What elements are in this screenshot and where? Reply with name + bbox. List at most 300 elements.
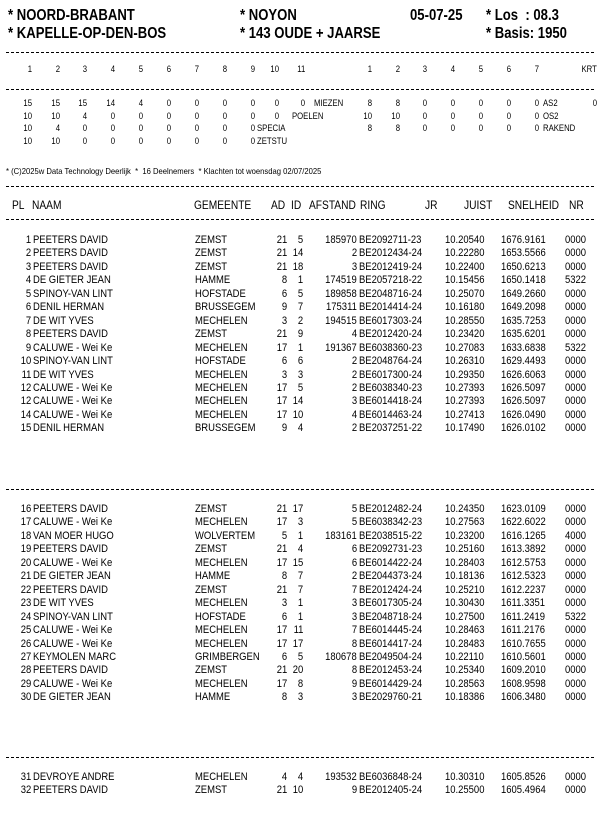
id-cell: 5	[297, 234, 303, 246]
ad-cell: 17	[276, 341, 287, 354]
prize-cell: 0	[222, 135, 227, 146]
juist-cell: 10.30310	[445, 771, 485, 783]
pl-cell: 29	[20, 677, 31, 690]
prize-cell: 0	[194, 98, 199, 108]
pl-cell: 3	[25, 260, 31, 273]
naam-cell: CALUWE - Wei Ke	[33, 341, 113, 354]
snelheid-cell: 1613.3892	[501, 543, 546, 556]
ad-cell: 8	[281, 691, 287, 704]
naam-cell: SPINOY-VAN LINT	[33, 287, 113, 300]
juist-cell: 10.27413	[445, 408, 485, 421]
snelheid-cell: 1611.3351	[501, 597, 546, 610]
ad-cell: 17	[276, 677, 287, 690]
afstand-cell: 9	[351, 677, 357, 690]
gemeente-cell: ZEMST	[195, 784, 228, 797]
city-line: * KAPELLE-OP-DEN-BOS	[8, 25, 167, 42]
naam-cell: DENIL HERMAN	[33, 422, 105, 435]
pl-cell: 11	[21, 368, 31, 381]
gemeente-cell: MECHELEN	[195, 314, 248, 327]
pl-cell: 27	[20, 650, 31, 663]
snelheid-cell: 1635.7253	[501, 314, 546, 327]
prize-cell: 0	[166, 110, 171, 121]
ad-cell: 8	[281, 274, 287, 287]
gemeente-cell: ZEMST	[195, 247, 228, 260]
prize-cell: 10	[363, 110, 372, 121]
prize-col-header: 10	[270, 64, 279, 74]
prize-cell: 10	[51, 135, 60, 146]
gemeente-cell: MECHELEN	[195, 408, 248, 421]
pl-cell: 7	[25, 314, 31, 327]
snelheid-cell: 1649.2660	[501, 287, 546, 300]
naam-cell: DE GIETER JEAN	[33, 570, 111, 583]
ad-cell: 6	[281, 610, 287, 623]
ring-cell: BE2049504-24	[359, 650, 423, 663]
juist-cell: 10.30430	[445, 597, 485, 610]
prize-col-header: 8	[222, 64, 227, 74]
ring-cell: BE2048718-24	[359, 610, 423, 623]
id-cell: 1	[297, 274, 303, 287]
ad-cell: 6	[281, 355, 287, 368]
prize-category: OS2	[543, 110, 559, 121]
id-cell: 1	[297, 610, 303, 623]
snelheid-cell: 1626.5097	[501, 395, 546, 408]
juist-cell: 10.25340	[445, 664, 485, 677]
prize-col-header: 5	[478, 64, 483, 74]
prize-cell: 0	[506, 123, 511, 133]
nr-cell: 0000	[565, 395, 587, 408]
juist-cell: 10.25070	[445, 287, 485, 300]
col-ad: AD	[271, 198, 286, 212]
prize-col-header: 7	[534, 64, 539, 74]
juist-cell: 10.25160	[445, 543, 485, 556]
prize-cell: 15	[78, 98, 87, 108]
ad-cell: 21	[276, 247, 287, 260]
juist-cell: 10.23200	[445, 529, 485, 542]
prize-cell: 0	[250, 98, 255, 108]
col-gemeente: GEMEENTE	[194, 198, 252, 212]
prize-cell: 0	[300, 98, 305, 108]
col-jr: JR	[425, 198, 438, 212]
nr-cell: 4000	[565, 529, 587, 542]
prize-category: SPECIA	[257, 123, 286, 133]
prize-col-header: 5	[138, 64, 143, 74]
nr-cell: 0000	[565, 503, 587, 515]
ring-cell: BE6038342-23	[359, 516, 423, 529]
id-cell: 5	[297, 650, 303, 663]
pl-cell: 30	[20, 691, 31, 704]
naam-cell: DENIL HERMAN	[33, 301, 105, 314]
prize-cell: 0	[82, 135, 87, 146]
nr-cell: 0000	[565, 624, 587, 637]
gemeente-cell: MECHELEN	[195, 395, 248, 408]
divider	[6, 219, 594, 220]
prize-cell: 0	[478, 123, 483, 133]
prize-cell: 0	[110, 123, 115, 133]
ad-cell: 17	[276, 556, 287, 569]
naam-cell: PEETERS DAVID	[33, 328, 109, 341]
afstand-cell: 3	[351, 260, 357, 273]
divider	[6, 186, 594, 187]
prize-col-header: 7	[194, 64, 199, 74]
nr-cell: 0000	[565, 260, 587, 273]
id-cell: 8	[297, 677, 303, 690]
ring-cell: BE2044373-24	[359, 570, 423, 583]
gemeente-cell: ZEMST	[195, 543, 228, 556]
afstand-cell: 191367	[325, 341, 357, 354]
afstand-cell: 183161	[325, 529, 357, 542]
ad-cell: 9	[281, 422, 287, 435]
snelheid-cell: 1605.8526	[501, 771, 546, 783]
pl-cell: 10	[20, 355, 31, 368]
ad-cell: 17	[276, 637, 287, 650]
id-cell: 7	[297, 570, 303, 583]
pl-cell: 24	[20, 610, 31, 623]
naam-cell: CALUWE - Wei Ke	[33, 624, 113, 637]
nr-cell: 0000	[565, 543, 587, 556]
naam-cell: CALUWE - Wei Ke	[33, 381, 113, 394]
juist-cell: 10.16180	[445, 301, 485, 314]
prize-cell: 0	[250, 135, 255, 146]
pl-cell: 9	[25, 341, 31, 354]
divider	[6, 757, 594, 758]
nr-cell: 0000	[565, 368, 587, 381]
snelheid-cell: 1609.2010	[501, 664, 546, 677]
release-location: * NOYON	[240, 7, 297, 24]
snelheid-cell: 1650.1418	[501, 274, 546, 287]
naam-cell: DE WIT YVES	[33, 368, 94, 381]
snelheid-cell: 1605.4964	[501, 784, 546, 797]
prize-cell: 0	[138, 135, 143, 146]
ring-cell: BE2057218-22	[359, 274, 423, 287]
prize-cell: 0	[166, 123, 171, 133]
naam-cell: PEETERS DAVID	[33, 664, 109, 677]
afstand-cell: 8	[351, 637, 357, 650]
snelheid-cell: 1650.6213	[501, 260, 546, 273]
juist-cell: 10.27393	[445, 381, 485, 394]
prize-cell: 8	[367, 98, 372, 108]
ring-cell: BE2038515-22	[359, 529, 423, 542]
afstand-cell: 7	[351, 583, 357, 596]
ad-cell: 17	[276, 624, 287, 637]
ring-cell: BE6014445-24	[359, 624, 423, 637]
ad-cell: 17	[276, 408, 287, 421]
pl-cell: 16	[20, 503, 31, 515]
gemeente-cell: ZEMST	[195, 328, 228, 341]
juist-cell: 10.28483	[445, 637, 485, 650]
id-cell: 11	[293, 624, 303, 637]
ad-cell: 17	[276, 395, 287, 408]
col-juist: JUIST	[464, 198, 493, 212]
juist-cell: 10.22110	[445, 650, 484, 663]
prize-cell: 4	[82, 110, 87, 121]
nr-cell: 0000	[565, 637, 587, 650]
ring-cell: BE6014422-24	[359, 556, 423, 569]
afstand-cell: 8	[351, 664, 357, 677]
afstand-cell: 2	[351, 368, 357, 381]
prize-col-header: 3	[82, 64, 87, 74]
naam-cell: PEETERS DAVID	[33, 234, 109, 246]
gemeente-cell: MECHELEN	[195, 771, 248, 783]
nr-cell: 0000	[565, 516, 587, 529]
ring-cell: BE6014418-24	[359, 395, 423, 408]
id-cell: 6	[297, 355, 303, 368]
prize-cell: 15	[51, 98, 60, 108]
afstand-cell: 5	[351, 503, 357, 515]
prize-category: ZETSTU	[257, 135, 288, 146]
afstand-cell: 193532	[325, 771, 357, 783]
gemeente-cell: HOFSTADE	[195, 355, 246, 368]
pl-cell: 28	[20, 664, 31, 677]
pl-cell: 14	[20, 408, 31, 421]
naam-cell: DE WIT YVES	[33, 597, 94, 610]
id-cell: 10	[292, 784, 303, 797]
prize-cell: 15	[23, 98, 32, 108]
prize-col-header: 9	[250, 64, 255, 74]
nr-cell: 0000	[565, 328, 587, 341]
afstand-cell: 6	[351, 543, 357, 556]
naam-cell: CALUWE - Wei Ke	[33, 556, 113, 569]
prize-cell: 10	[23, 110, 32, 121]
ring-cell: BE2037251-22	[359, 422, 423, 435]
gemeente-cell: ZEMST	[195, 260, 228, 273]
prize-col-header: 1	[27, 64, 32, 74]
id-cell: 5	[297, 287, 303, 300]
nr-cell: 0000	[565, 287, 587, 300]
prize-cell: 0	[222, 110, 227, 121]
pl-cell: 5	[25, 287, 31, 300]
id-cell: 1	[297, 529, 303, 542]
prize-cell: 0	[222, 98, 227, 108]
id-cell: 3	[297, 368, 303, 381]
juist-cell: 10.28550	[445, 314, 485, 327]
pl-cell: 26	[20, 637, 31, 650]
region-line: * NOORD-BRABANT	[8, 7, 135, 24]
ad-cell: 21	[276, 503, 287, 515]
prize-cell: 0	[534, 123, 539, 133]
gemeente-cell: ZEMST	[195, 503, 228, 515]
ring-cell: BE2048716-24	[359, 287, 423, 300]
juist-cell: 10.22400	[445, 260, 485, 273]
pl-cell: 32	[20, 784, 31, 797]
prize-cell: 0	[478, 110, 483, 121]
gemeente-cell: MECHELEN	[195, 677, 248, 690]
ad-cell: 17	[276, 381, 287, 394]
prize-cell: 0	[534, 98, 539, 108]
pl-cell: 21	[20, 570, 31, 583]
prize-cell: 0	[450, 110, 455, 121]
id-cell: 4	[297, 422, 303, 435]
pl-cell: 6	[25, 301, 31, 314]
juist-cell: 10.27393	[445, 395, 485, 408]
col-ring: RING	[360, 198, 386, 212]
juist-cell: 10.23420	[445, 328, 485, 341]
afstand-cell: 2	[351, 247, 357, 260]
ring-cell: BE2012482-24	[359, 503, 423, 515]
prize-cell: 0	[194, 135, 199, 146]
pl-cell: 23	[20, 597, 31, 610]
gemeente-cell: MECHELEN	[195, 637, 248, 650]
snelheid-cell: 1635.6201	[501, 328, 546, 341]
id-cell: 7	[297, 583, 303, 596]
prize-cell: 0	[592, 98, 597, 108]
juist-cell: 10.28563	[445, 677, 485, 690]
nr-cell: 0000	[565, 583, 587, 596]
naam-cell: CALUWE - Wei Ke	[33, 516, 113, 529]
ad-cell: 3	[281, 368, 287, 381]
ring-cell: BE6014429-24	[359, 677, 423, 690]
naam-cell: CALUWE - Wei Ke	[33, 677, 113, 690]
pl-cell: 20	[20, 556, 31, 569]
nr-cell: 0000	[565, 301, 587, 314]
id-cell: 17	[292, 503, 303, 515]
nr-cell: 0000	[565, 556, 587, 569]
prize-cell: 0	[450, 123, 455, 133]
results-header	[0, 198, 600, 211]
juist-cell: 10.17490	[445, 422, 485, 435]
prize-cell: 0	[250, 110, 255, 121]
ring-cell: BE6017303-24	[359, 314, 423, 327]
pl-cell: 15	[20, 422, 31, 435]
naam-cell: KEYMOLEN MARC	[33, 650, 117, 663]
prize-col-header: 3	[422, 64, 427, 74]
id-cell: 14	[292, 247, 303, 260]
naam-cell: PEETERS DAVID	[33, 784, 109, 797]
prize-cell: 10	[51, 110, 60, 121]
gemeente-cell: MECHELEN	[195, 597, 248, 610]
naam-cell: DE WIT YVES	[33, 314, 94, 327]
ad-cell: 17	[276, 516, 287, 529]
prize-cell: 0	[274, 110, 279, 121]
ring-cell: BE6038340-23	[359, 381, 423, 394]
prize-cell: 0	[166, 135, 171, 146]
snelheid-cell: 1611.2419	[501, 610, 546, 623]
prize-cell: 0	[110, 110, 115, 121]
ad-cell: 3	[281, 597, 287, 610]
divider	[6, 52, 594, 53]
snelheid-cell: 1610.5601	[501, 650, 546, 663]
ad-cell: 5	[281, 529, 287, 542]
afstand-cell: 3	[351, 610, 357, 623]
nr-cell: 5322	[565, 274, 587, 287]
prize-cell: 0	[194, 123, 199, 133]
col-naam: NAAM	[32, 198, 62, 212]
pl-cell: 19	[20, 543, 31, 556]
prize-cell: 14	[106, 98, 115, 108]
afstand-cell: 2	[351, 422, 357, 435]
prize-cell: 0	[250, 123, 255, 133]
snelheid-cell: 1616.1265	[501, 529, 546, 542]
ring-cell: BE2092711-23	[359, 234, 422, 246]
snelheid-cell: 1676.9161	[501, 234, 546, 246]
gemeente-cell: MECHELEN	[195, 516, 248, 529]
snelheid-cell: 1622.6022	[501, 516, 546, 529]
ring-cell: BE2014414-24	[359, 301, 423, 314]
release-time: * Los : 08.3	[486, 7, 559, 24]
ring-cell: BE2012453-24	[359, 664, 423, 677]
snelheid-cell: 1606.3480	[501, 691, 546, 704]
prize-col-krt: KRT	[581, 64, 597, 74]
nr-cell: 0000	[565, 570, 587, 583]
afstand-cell: 174519	[325, 274, 357, 287]
ring-cell: BE6036848-24	[359, 771, 423, 783]
prize-cell: 0	[506, 98, 511, 108]
prize-col-header: 2	[395, 64, 400, 74]
naam-cell: SPINOY-VAN LINT	[33, 355, 113, 368]
afstand-cell: 7	[351, 624, 357, 637]
prize-cell: 0	[82, 123, 87, 133]
nr-cell: 0000	[565, 597, 587, 610]
naam-cell: VAN MOER HUGO	[33, 529, 114, 542]
prize-col-header: 6	[506, 64, 511, 74]
juist-cell: 10.27083	[445, 341, 485, 354]
prize-col-header: 1	[367, 64, 372, 74]
prize-category: RAKEND	[543, 123, 576, 133]
col-afstand: AFSTAND	[309, 198, 356, 212]
nr-cell: 0000	[565, 408, 587, 421]
prize-cell: 0	[222, 123, 227, 133]
ad-cell: 21	[276, 664, 287, 677]
juist-cell: 10.15456	[445, 274, 485, 287]
gemeente-cell: MECHELEN	[195, 341, 248, 354]
nr-cell: 0000	[565, 314, 587, 327]
naam-cell: PEETERS DAVID	[33, 543, 109, 556]
naam-cell: CALUWE - Wei Ke	[33, 637, 113, 650]
prize-cell: 0	[450, 98, 455, 108]
afstand-cell: 175311	[326, 301, 357, 314]
ring-cell: BE6017300-24	[359, 368, 423, 381]
snelheid-cell: 1623.0109	[501, 503, 546, 515]
prize-cell: 4	[55, 123, 60, 133]
gemeente-cell: ZEMST	[195, 583, 228, 596]
prize-cell: 0	[506, 110, 511, 121]
pl-cell: 2	[25, 247, 31, 260]
juist-cell: 10.25500	[445, 784, 485, 797]
snelheid-cell: 1626.0102	[501, 422, 546, 435]
ad-cell: 9	[281, 301, 287, 314]
ring-cell: BE2012419-24	[359, 260, 423, 273]
juist-cell: 10.29350	[445, 368, 485, 381]
ad-cell: 21	[276, 328, 287, 341]
id-cell: 2	[297, 314, 303, 327]
afstand-cell: 6	[351, 556, 357, 569]
pl-cell: 22	[20, 583, 31, 596]
basis-value: * Basis: 1950	[486, 25, 567, 42]
gemeente-cell: HOFSTADE	[195, 610, 246, 623]
pl-cell: 31	[20, 771, 31, 783]
gemeente-cell: BRUSSEGEM	[195, 422, 256, 435]
afstand-cell: 3	[351, 395, 357, 408]
ring-cell: BE2092731-23	[359, 543, 423, 556]
naam-cell: DE GIETER JEAN	[33, 274, 111, 287]
prize-col-header: 4	[110, 64, 115, 74]
id-cell: 1	[297, 341, 303, 354]
gemeente-cell: ZEMST	[195, 664, 228, 677]
id-cell: 17	[292, 637, 303, 650]
nr-cell: 5322	[565, 341, 587, 354]
prize-cell: 0	[194, 110, 199, 121]
gemeente-cell: HAMME	[195, 274, 231, 287]
id-cell: 9	[297, 328, 303, 341]
prize-category: AS2	[543, 98, 558, 108]
prize-cell: 0	[138, 123, 143, 133]
ring-cell: BE2012405-24	[359, 784, 423, 797]
snelheid-cell: 1649.2098	[501, 301, 546, 314]
snelheid-cell: 1626.6063	[501, 368, 546, 381]
ad-cell: 21	[276, 583, 287, 596]
prize-cell: 0	[138, 110, 143, 121]
prize-cell: 0	[274, 98, 279, 108]
col-snelheid: SNELHEID	[508, 198, 560, 212]
